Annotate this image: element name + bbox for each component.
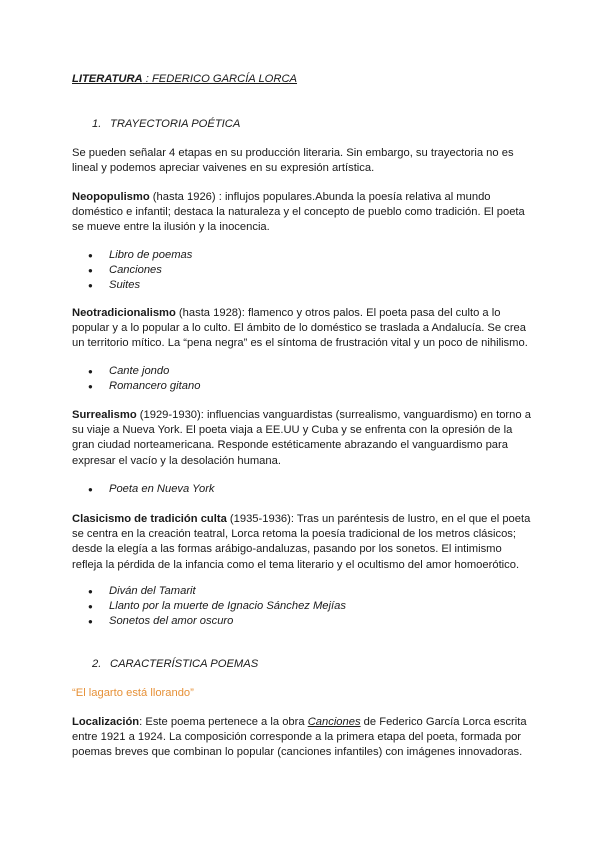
- poem-title: “El lagarto está llorando”: [72, 687, 194, 699]
- section-heading-trayectoria: 1. TRAYECTORIA POÉTICA: [92, 118, 241, 130]
- list-item: ● Poeta en Nueva York: [72, 482, 532, 497]
- work-link-canciones: Canciones: [307, 716, 361, 728]
- list-item: ● Cante jondo: [72, 364, 532, 379]
- list-item: ● Sonetos del amor oscuro: [72, 614, 532, 629]
- intro-paragraph: Se pueden señalar 4 etapas en su producción literaria. Sin embargo, su trayectoria no es lineal y podemos apreciar vaivenes en su expresión artística.: [72, 147, 514, 175]
- list-item: ● Romancero gitano: [72, 379, 532, 394]
- localizacion-paragraph: Localización: Este poema pertenece a la obra Canciones de Federico García Lorca escrita entre 1921 a 1924. La composición corresponde a la primera etapa del poeta, formada por poemas breves que combinan lo popular (canciones infantiles) con imágenes innovadoras.: [72, 716, 527, 759]
- stage-surrealismo: Surrealismo (1929-1930): influencias vanguardistas (surrealismo, vanguardismo) en torno a su viaje a Nueva York. El poeta viaja a EE.UU y Cuba y se enfrenta con la opresión de la gran ciudad norteamericana. Responde estéticamente abrazando el vanguardismo para expresar el vacío y la desolación humana.: [72, 409, 531, 467]
- list-item: ● Suites: [72, 278, 532, 293]
- works-list-neotradicionalismo: [72, 364, 532, 394]
- document-title: LITERATURA : FEDERICO GARCÍA LORCA: [72, 73, 298, 85]
- works-list-clasicismo: [72, 584, 532, 629]
- section-heading-caracteristica: 2. CARACTERÍSTICA POEMAS: [92, 658, 259, 670]
- works-list-neopopulismo: [72, 248, 532, 293]
- list-item: ● Canciones: [72, 263, 532, 278]
- list-item: ● Llanto por la muerte de Ignacio Sánchez Mejías: [72, 599, 532, 614]
- stage-neopopulismo: Neopopulismo (hasta 1926) : influjos populares.Abunda la poesía relativa al mundo doméstico e infantil; destaca la naturaleza y el concepto de pueblo como tradición. El poeta se mueve entre la ilusión y la inocencia.: [72, 191, 525, 234]
- stage-neotradicionalismo: Neotradicionalismo (hasta 1928): flamenco y otros palos. El poeta pasa del culto a lo popular y a lo popular a lo culto. El ámbito de lo doméstico se traslada a Andalucía. Se crea un territorio mítico. La “pena negra” es el síntoma de frustración vital y un poco de nihilismo.: [72, 307, 528, 350]
- list-item: ● Libro de poemas: [72, 248, 532, 263]
- stage-clasicismo: Clasicismo de tradición culta (1935-1936): Tras un paréntesis de lustro, en el que el poeta se centra en la creación teatral, Lorca retoma la poesía tradicional de los metros clásicos; desde la elegía a las formas arábigo-andaluzas, pasando por los sonetos. El intimismo refleja la pérdida de la infancia como el tema literario y el ocultismo del amor homoerótico.: [72, 513, 531, 571]
- list-item: ● Diván del Tamarit: [72, 584, 532, 599]
- works-list-surrealismo: [72, 482, 532, 497]
